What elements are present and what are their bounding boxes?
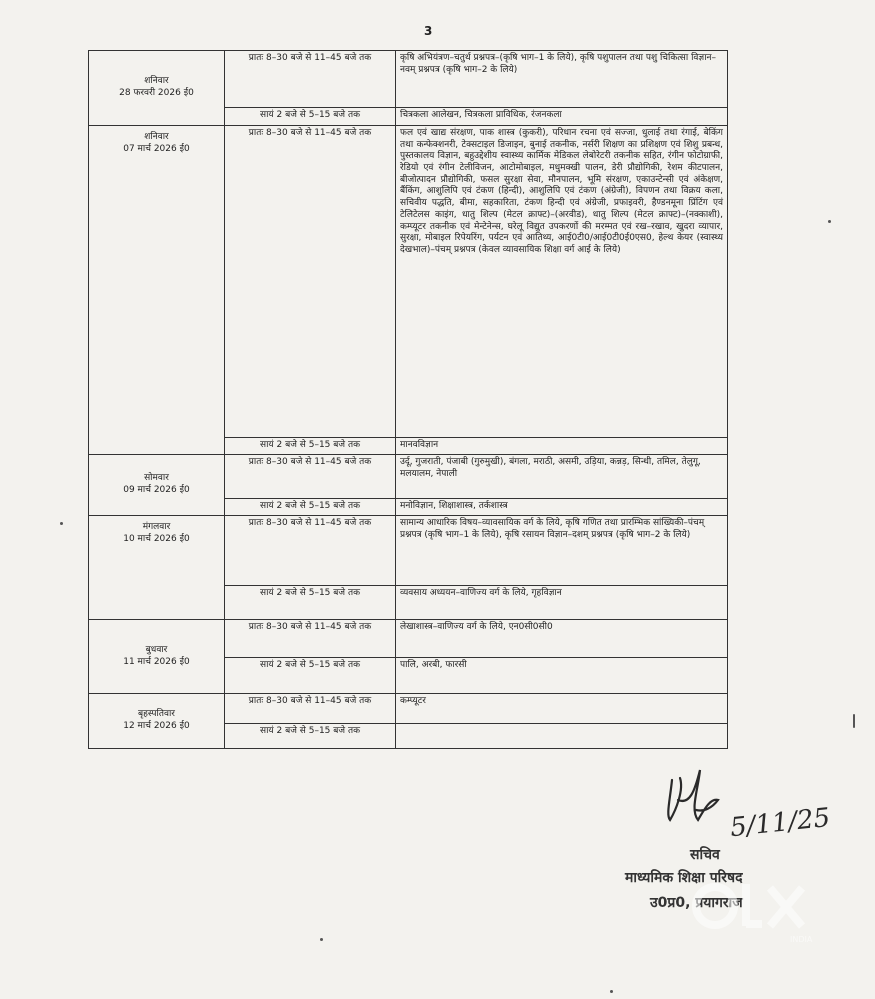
scan-speck bbox=[853, 714, 855, 728]
day-date: 28 फरवरी 2026 ई0 bbox=[119, 88, 194, 98]
day-cell bbox=[89, 455, 225, 516]
table-row bbox=[89, 694, 728, 724]
subject-cell: सामान्य आधारिक विषय–व्यावसायिक वर्ग के लिये, कृषि गणित तथा प्रारम्भिक सांख्यिकी–पंचम् प्रश्नपत्र (कृषि भाग–1 के लिये), कृषि रसायन विज्ञान–दशम् प्रश्नपत्र (कृषि भाग–2 के लिये) bbox=[396, 516, 728, 586]
day-date: 10 मार्च 2026 ई0 bbox=[123, 533, 190, 544]
day-name: शनिवार bbox=[144, 132, 169, 142]
scan-speck bbox=[320, 938, 323, 941]
subject-cell: व्यवसाय अध्ययन–वाणिज्य वर्ग के लिये, गृहविज्ञान bbox=[396, 586, 728, 620]
signature-office: माध्यमिक शिक्षा परिषद bbox=[625, 870, 743, 886]
day-name: बृहस्पतिवार bbox=[137, 709, 175, 720]
time-cell: सायं 2 बजे से 5–15 बजे तक bbox=[225, 438, 396, 455]
scan-speck bbox=[610, 990, 613, 993]
subject-cell: चित्रकला आलेखन, चित्रकला प्राविधिक, रंजनकला bbox=[396, 108, 728, 126]
day-name: शनिवार bbox=[144, 76, 169, 87]
day-date: 12 मार्च 2026 ई0 bbox=[123, 721, 190, 731]
time-cell: प्रातः 8–30 बजे से 11–45 बजे तक bbox=[225, 51, 396, 108]
table-row bbox=[89, 51, 728, 108]
day-name: बुधवार bbox=[145, 644, 168, 655]
signature-title: सचिव bbox=[690, 847, 720, 863]
subject-cell: उर्दू, गुजराती, पंजाबी (गुरुमुखी), बंगला, मराठी, असमी, उड़िया, कन्नड़, सिन्धी, तमिल, तेलुगू, मलयालम, नेपाली bbox=[396, 455, 728, 499]
time-cell: प्रातः 8–30 बजे से 11–45 बजे तक bbox=[225, 126, 396, 438]
time-cell: सायं 2 बजे से 5–15 बजे तक bbox=[225, 499, 396, 516]
day-date: 11 मार्च 2026 ई0 bbox=[123, 656, 190, 667]
day-cell bbox=[89, 516, 225, 620]
day-cell bbox=[89, 51, 225, 126]
page-number: 3 bbox=[424, 24, 433, 38]
table-row bbox=[89, 516, 728, 586]
signature-location: उ0प्र0, प्रयागराज bbox=[650, 895, 743, 911]
table-row bbox=[89, 126, 728, 438]
watermark-region: INDIA bbox=[790, 935, 813, 944]
exam-schedule-table bbox=[88, 50, 728, 749]
subject-cell: कम्प्यूटर bbox=[396, 694, 728, 724]
subject-cell: फल एवं खाद्य संरक्षण, पाक शास्त्र (कुकरी), परिधान रचना एवं सज्जा, धुलाई तथा रंगाई, बेकिंग तथा कन्फेक्शनरी, टेक्सटाइल डिजाइन, बुनाई तकनीक, नर्सरी शिक्षण का प्रशिक्षण एवं शिशु प्रबन्ध, पुस्तकालय विज्ञान, बहुउद्देशीय स्वास्थ्य कार्मिक मेडिकल लेबोरेटरी तकनीक सहित, रंगीन फोटोग्राफी, रेडियो एवं रंगीन टेलीविजन, आटोमोबाइल, मधुमक्खी पालन, डेरी प्रौद्योगिकी, रेशम कीटपालन, बीजोत्पादन प्रौद्योगिकी, फसल सुरक्षा सेवा, मौनपालन, भूमि संरक्षण, एकाउन्टेन्सी एवं अंकेक्षण, बैंकिंग, आशुलिपि एवं टंकण (हिन्दी), आशुलिपि एवं टंकण (अंग्रेजी), विपणन तथा विक्रय कला, सचिवीय पद्धति, बीमा, सहकारिता, टंकण हिन्दी एवं अंग्रेजी, प्रफाइवरी, हैण्डनमूना प्रिंटिंग एवं टेलिटेलस काइंग, धातु शिल्प (मेटल क्राफ्ट)–(अरवीड), धातु शिल्प (मेटल क्राफ्ट)–(नक्काशी), कम्प्यूटर तकनीक एवं मेन्टेनेन्स, घरेलू विद्युत उपकरणों की मरम्मत एवं रख–रखाव, खुदरा व्यापार, सुरक्षा, मोबाइल रिपेयरिंग, पर्यटन एवं आतिथ्य, आई0टी0/आई0टी0ई0एस0, हेल्थ केयर (स्वास्थ्य देखभाल)–पंचम् प्रश्नपत्र (केवल व्यावसायिक शिक्षा वर्ग आई के लिये) bbox=[396, 126, 728, 438]
day-name: सोमवार bbox=[144, 473, 169, 484]
time-cell: प्रातः 8–30 बजे से 11–45 बजे तक bbox=[225, 694, 396, 724]
day-date: 07 मार्च 2026 ई0 bbox=[123, 143, 190, 154]
subject-cell: मनोविज्ञान, शिक्षाशास्त्र, तर्कशास्त्र bbox=[396, 499, 728, 516]
table-row bbox=[89, 455, 728, 499]
table-row bbox=[89, 620, 728, 658]
time-cell: सायं 2 बजे से 5–15 बजे तक bbox=[225, 658, 396, 694]
scan-speck bbox=[828, 220, 831, 223]
day-cell bbox=[89, 620, 225, 694]
subject-cell: लेखाशास्त्र–वाणिज्य वर्ग के लिये, एन0सी0सी0 bbox=[396, 620, 728, 658]
signature-date: 5/11/25 bbox=[728, 802, 832, 844]
day-date: 09 मार्च 2026 ई0 bbox=[123, 485, 190, 495]
time-cell: सायं 2 बजे से 5–15 बजे तक bbox=[225, 108, 396, 126]
subject-cell: कृषि अभियंत्रण–चतुर्थ प्रश्नपत्र–(कृषि भाग–1 के लिये), कृषि पशुपालन तथा पशु चिकित्सा विज्ञान–नवम् प्रश्नपत्र (कृषि भाग–2 के लिये) bbox=[396, 51, 728, 108]
time-cell: प्रातः 8–30 बजे से 11–45 बजे तक bbox=[225, 455, 396, 499]
scan-speck bbox=[60, 522, 63, 525]
time-cell: प्रातः 8–30 बजे से 11–45 बजे तक bbox=[225, 516, 396, 586]
olx-watermark-logo bbox=[690, 876, 840, 946]
time-cell: प्रातः 8–30 बजे से 11–45 बजे तक bbox=[225, 620, 396, 658]
time-cell: सायं 2 बजे से 5–15 बजे तक bbox=[225, 586, 396, 620]
time-cell: सायं 2 बजे से 5–15 बजे तक bbox=[225, 724, 396, 749]
day-name: मंगलवार bbox=[142, 522, 171, 532]
day-cell bbox=[89, 694, 225, 749]
subject-cell: मानवविज्ञान bbox=[396, 438, 728, 455]
subject-cell: पालि, अरबी, फारसी bbox=[396, 658, 728, 694]
day-cell bbox=[89, 126, 225, 455]
subject-cell bbox=[396, 724, 728, 749]
